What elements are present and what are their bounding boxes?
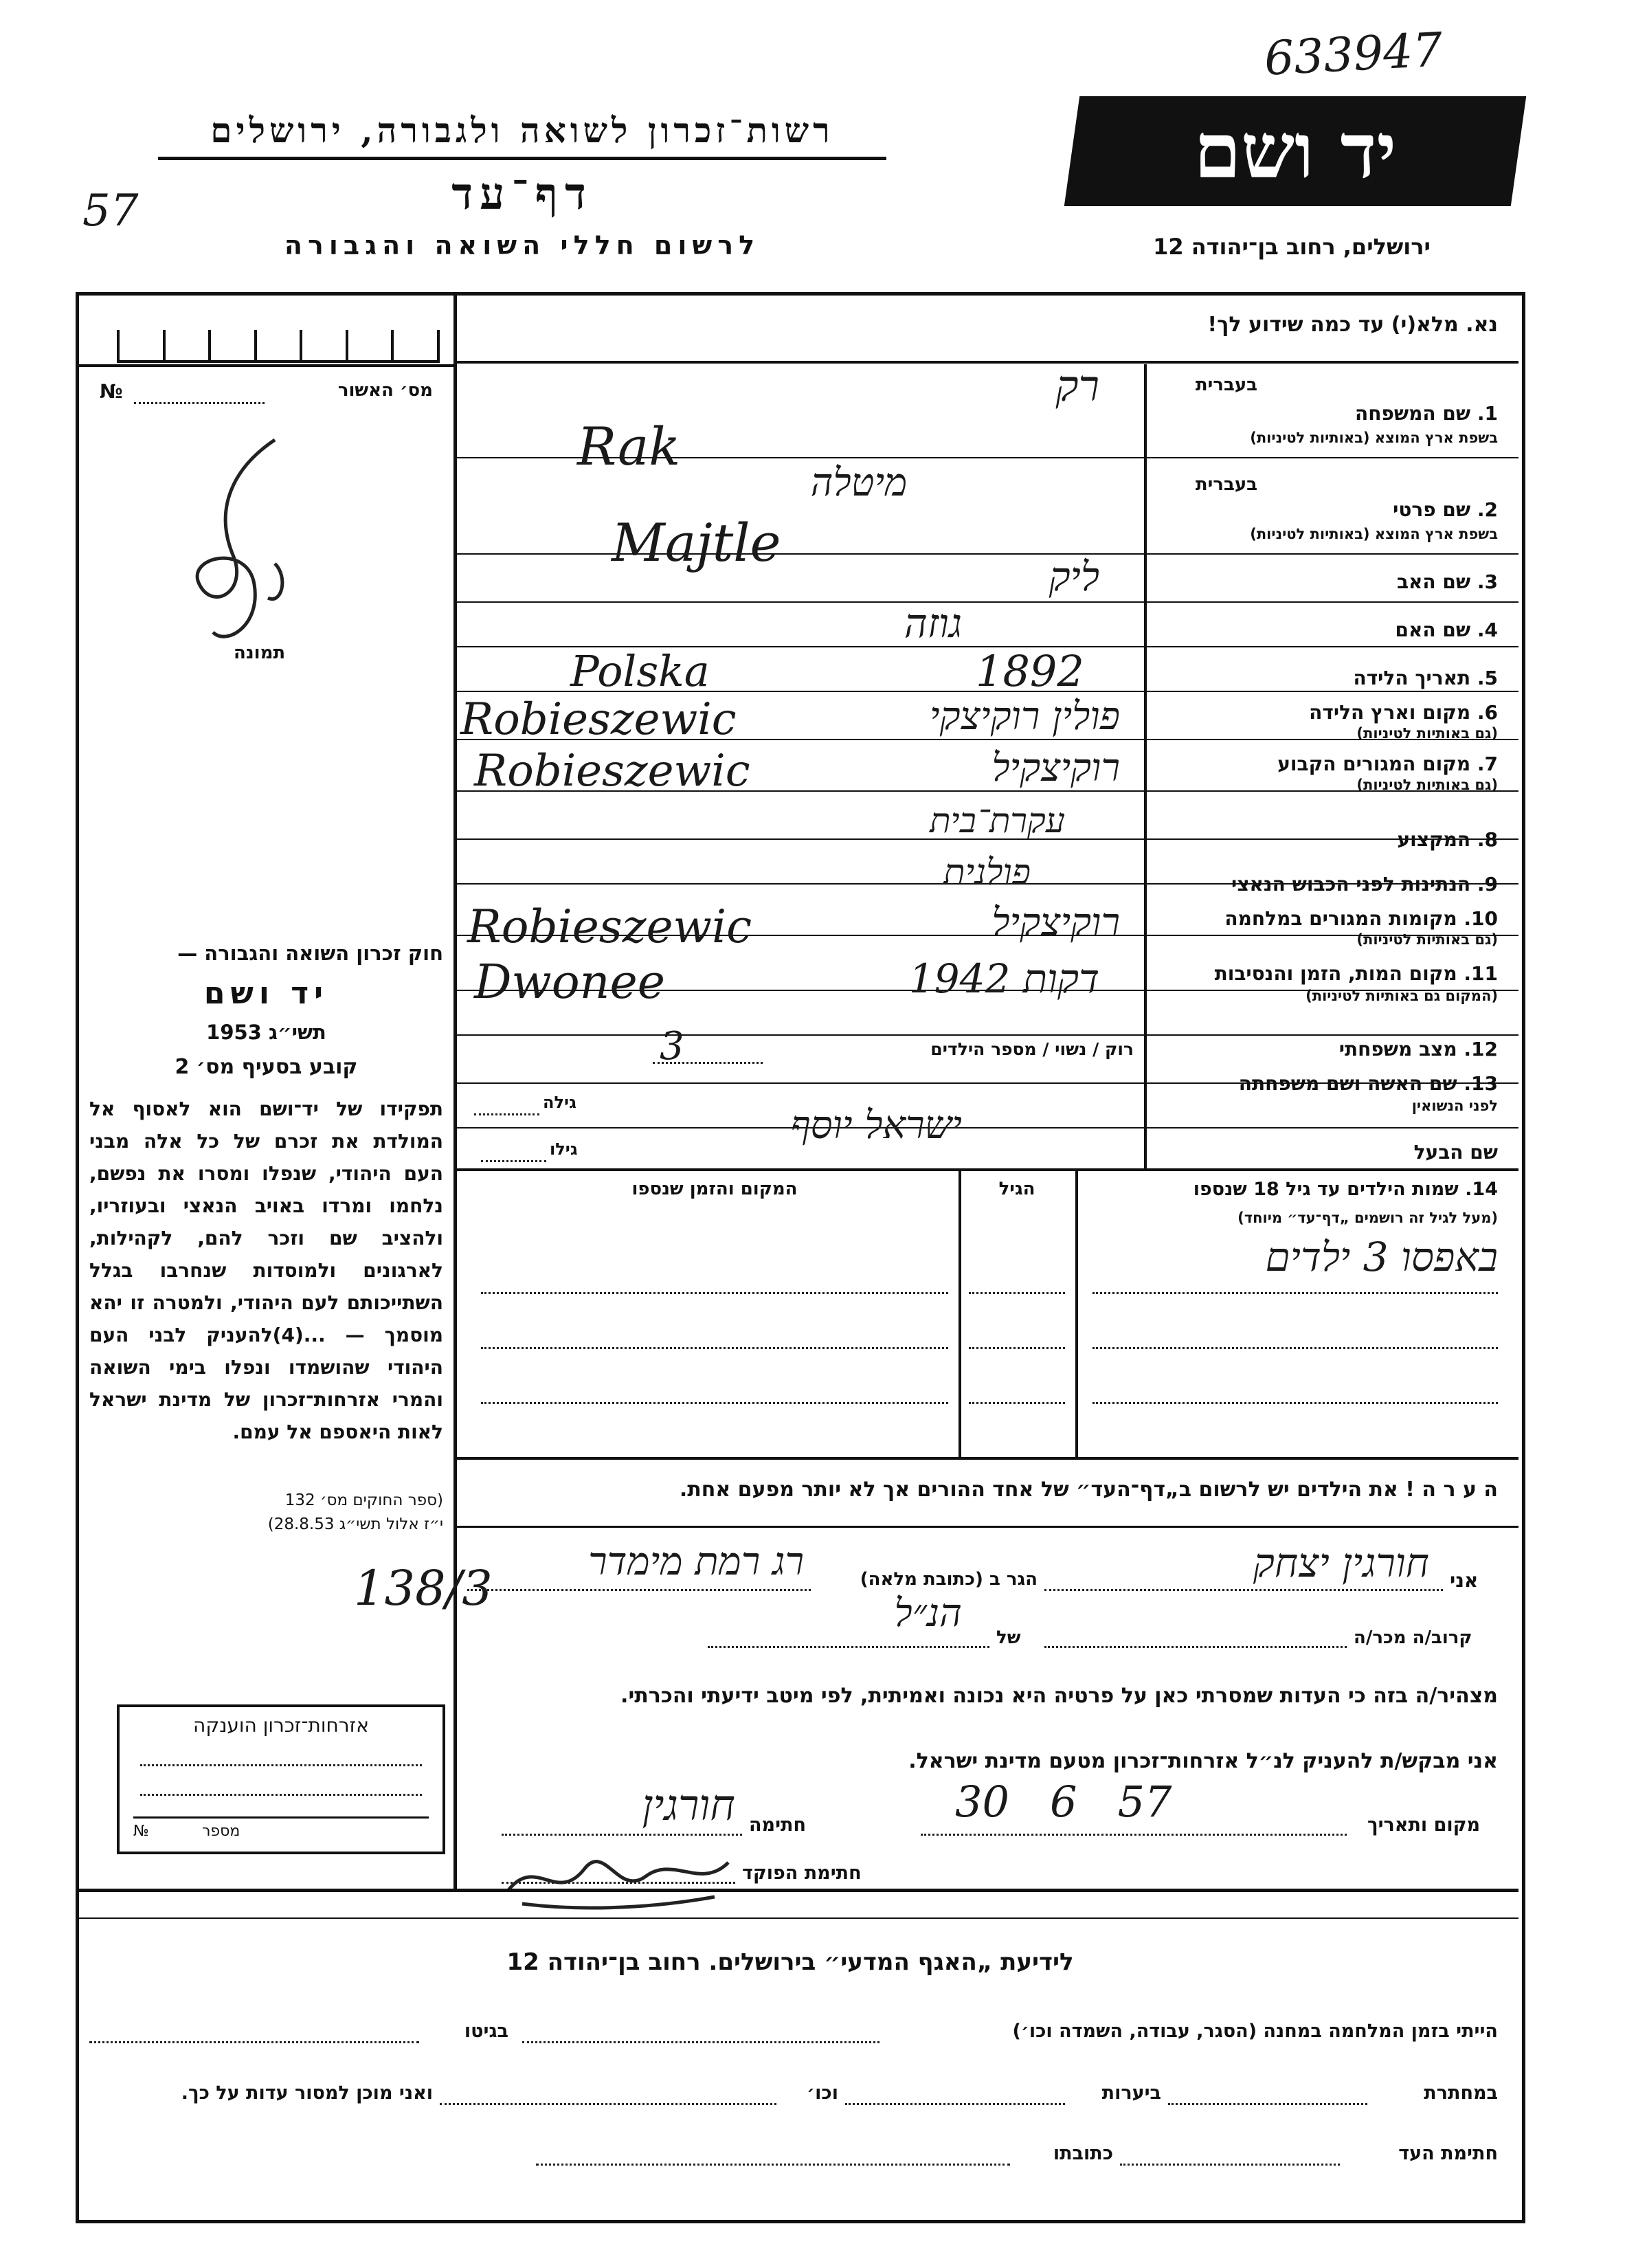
- field-6-label: [1154, 701, 1498, 724]
- field-7-label: [1154, 753, 1498, 775]
- field-2-name: שם פרטי: [1393, 498, 1471, 521]
- box-no-sign: №: [133, 1823, 149, 1840]
- witness-signature[interactable]: חורגין: [642, 1780, 735, 1830]
- field-2-heb-tag: בעברית: [1195, 474, 1257, 495]
- field-12-value[interactable]: 3: [660, 1024, 684, 1069]
- law-ref-1: (ספר החוקים מס׳ 132: [284, 1491, 443, 1509]
- field-7-value-2[interactable]: Robieszewic: [474, 746, 750, 797]
- children-entry[interactable]: באפסו 3 ילדים: [1265, 1234, 1498, 1280]
- field-6-value[interactable]: פולין רוקיצקי: [929, 694, 1120, 739]
- children-sub: (מעל לגיל זה רושמים „דף־עד״ מיוחד): [1237, 1210, 1498, 1226]
- field-11-name: מקום המות, הזמן והנסיבות: [1214, 962, 1457, 985]
- witness-of-label: של: [996, 1627, 1021, 1648]
- footer-line2-underground: במחתרת: [1424, 2082, 1498, 2104]
- law-year: [89, 1021, 443, 1044]
- field-2-latin-value[interactable]: Majtle: [612, 512, 781, 573]
- field-1-label: [1154, 402, 1498, 425]
- field-1-latin-value[interactable]: Rak: [577, 416, 681, 477]
- field-13-label: [1154, 1072, 1498, 1095]
- law-body: תפקידו של יד־ושם הוא לאסוף אל המולדת את זכרם של כל אלה מבני העם היהודי, שנפלו ומסרו את נפשם, נלחמו ומרדו באויב הנאצי ובעוזריו, ולהציב שם וזכר להם, לקהילות, לארגונים ולמוסדות שנחרבו בגלל השתייכותם לעם היהודי, ולמטרה זו יהא מוסמך — ...(4)להעניק לבני העם היהודי שהושמדו ונפלו בימי השואה והמרי אזרחות־זכרון של מדינת ישראל לאות היאספם אל עמם.: [89, 1098, 443, 1443]
- field-9-value[interactable]: פולנית: [943, 852, 1031, 893]
- field-2-label: [1154, 498, 1498, 521]
- witness-date[interactable]: 30 6 57: [955, 1777, 1172, 1827]
- children-title: [1086, 1179, 1498, 1200]
- witness-i-label: אני: [1450, 1569, 1479, 1592]
- field-13-name: שם האשה ושם משפחתה: [1238, 1072, 1457, 1095]
- field-11-label: [1154, 962, 1498, 985]
- document-title: דף־עד: [451, 168, 593, 220]
- law-ref-2: י״ז אלול תשי״ג 28.8.53): [267, 1515, 443, 1533]
- witness-of-value[interactable]: הנ״ל: [894, 1591, 962, 1636]
- cert-label: מס׳ האשור: [337, 380, 433, 401]
- field-11-sub: (המקום גם באותיות לטיניות): [1305, 988, 1498, 1004]
- field-4-label: [1154, 619, 1498, 641]
- field-8-value[interactable]: עקרת־בית: [930, 801, 1065, 841]
- witness-request: אני מבקש/ת להעניק לנ״ל אזרחות־זכרון מטעם מדינת ישראל.: [908, 1749, 1498, 1773]
- field-11-num: 11.: [1464, 962, 1498, 985]
- footer-line3-address: כתובתו: [1053, 2143, 1113, 2164]
- field-5-num: 5.: [1477, 667, 1498, 689]
- field-9-name: הנתינות לפני הכבוש הנאצי: [1231, 873, 1471, 896]
- children-col-age: הגיל: [998, 1179, 1035, 1199]
- witness-name[interactable]: חורגין יצחק: [1253, 1539, 1429, 1586]
- husband-value[interactable]: ישראל יוסף: [790, 1103, 962, 1148]
- field-8-name: המקצוע: [1397, 828, 1471, 851]
- field-9-label: [1154, 873, 1498, 896]
- children-col-place: המקום והזמן שנספו: [631, 1179, 798, 1199]
- field-4-num: 4.: [1477, 619, 1498, 641]
- field-11-value[interactable]: דקות 1942: [908, 955, 1099, 1002]
- field-2-sub: בשפת ארץ המוצא (באותיות לטיניות): [1250, 526, 1498, 542]
- field-3-value[interactable]: ליק: [1049, 553, 1099, 600]
- field-10-value[interactable]: רוקיצקיל: [991, 900, 1120, 945]
- field-8-num: 8.: [1477, 828, 1498, 851]
- box-number-label: מספר: [202, 1823, 240, 1840]
- field-7-name: מקום המגורים הקבוע: [1277, 753, 1471, 775]
- marital-options: רוק / נשוי / מספר הילדים: [930, 1039, 1134, 1059]
- field-1-heb-tag: בעברית: [1195, 375, 1257, 395]
- field-5-label: [1154, 667, 1498, 689]
- photo-signature-scribble: [172, 426, 330, 660]
- margin-note: 57: [82, 186, 139, 236]
- field-6-num: 6.: [1477, 701, 1498, 724]
- officer-signature-label: חתימת הפוקד: [742, 1863, 862, 1884]
- field-5-value-2[interactable]: Polska: [570, 646, 710, 696]
- field-3-label: [1154, 570, 1498, 593]
- field-7-value[interactable]: רוקיצקיל: [991, 746, 1120, 790]
- officer-signature-scribble: [495, 1828, 742, 1917]
- field-6-sub: (גם באותיות לטיניות): [1356, 725, 1498, 742]
- field-5-name: תאריך הלידה: [1353, 667, 1471, 689]
- field-12-num: 12.: [1464, 1038, 1498, 1060]
- instruction-text: נא. מלא(י) עד כמה שידוע לך!: [1207, 313, 1498, 337]
- field-10-num: 10.: [1464, 907, 1498, 930]
- footer-line2-forests: ביערות: [1101, 2082, 1161, 2104]
- footer-line2-etc: וכו׳: [807, 2082, 838, 2104]
- wife-age-label: גילה: [543, 1093, 576, 1112]
- citizenship-box-title: אזרחות־זכרון הוענקה: [193, 1714, 369, 1737]
- field-10-sub: (גם באותיות לטיניות): [1356, 931, 1498, 948]
- authority-title: רשות־זכרון לשואה ולגבורה, ירושלים: [210, 110, 834, 151]
- law-clause: קובע בסעיף מס׳ 2: [175, 1055, 358, 1079]
- logo-text: יד ושם: [1193, 107, 1397, 195]
- field-10-label: [1154, 907, 1498, 930]
- footer-line1-camp: הייתי בזמן המלחמה במחנה (הסגר, עבודה, השמדה וכו׳): [1012, 2021, 1498, 2042]
- field-7-sub: (גם באותיות לטיניות): [1356, 777, 1498, 793]
- field-3-num: 3.: [1477, 570, 1498, 593]
- field-2-num: 2.: [1477, 498, 1498, 521]
- field-12-label: [1154, 1038, 1498, 1060]
- footer-title: לידיעת „האגף המדעי״ בירושלים. רחוב בן־יהודה 12: [506, 1948, 1074, 1976]
- witness-addr-label: הגר ב (כתובת מלאה): [860, 1569, 1038, 1590]
- field-5-value[interactable]: 1892: [976, 646, 1084, 696]
- field-3-name: שם האב: [1396, 570, 1471, 593]
- citizenship-box: [117, 1704, 445, 1854]
- field-1-hebrew-value[interactable]: רק: [1055, 361, 1099, 411]
- header-address: ירושלים, רחוב בן־יהודה 12: [1153, 234, 1431, 260]
- field-1-sub: בשפת ארץ המוצא (באותיות לטיניות): [1250, 430, 1498, 446]
- field-13-sub: לפני הנשואין: [1411, 1098, 1498, 1114]
- field-8-label: [1154, 828, 1498, 851]
- yad-vashem-logo: [1064, 96, 1526, 206]
- signature-label: חתימה: [749, 1814, 807, 1836]
- photo-label: תמונה: [234, 643, 286, 663]
- field-4-value[interactable]: גוזה: [904, 600, 962, 647]
- witness-declaration: מצהיר/ה בזה כי העדות שמסרתי כאן על פרטיה היא נכונה ואמיתית, לפי מיטב ידיעתי והכרתי.: [620, 1684, 1498, 1708]
- footer-line1-ghetto: בגיטו: [464, 2021, 508, 2042]
- footer-line3-signature: חתימת העד: [1398, 2143, 1498, 2164]
- field-7-num: 7.: [1477, 753, 1498, 775]
- field-9-num: 9.: [1477, 873, 1498, 896]
- law-title: חוק זכרון השואה והגבורה —: [177, 942, 443, 965]
- law-year-heb: תשי״ג: [268, 1021, 326, 1044]
- field-11-value-2[interactable]: Dwonee: [474, 955, 665, 1010]
- field-2-hebrew-value[interactable]: מיטלה: [810, 460, 908, 505]
- children-title-text: שמות הילדים עד גיל 18 שנספו: [1193, 1179, 1459, 1200]
- field-10-value-2[interactable]: Robieszewic: [467, 900, 752, 953]
- cert-number-ticks: [117, 330, 440, 363]
- witness-relation-label: קרוב/ה מכר/ה: [1354, 1627, 1472, 1648]
- footer-line2-ready: ואני מוכן למסור עדות על כך.: [181, 2082, 433, 2104]
- children-num: 14.: [1465, 1179, 1498, 1200]
- field-6-value-2[interactable]: Robieszewic: [460, 694, 737, 745]
- archive-number: 633947: [1263, 23, 1444, 87]
- husband-age-label: גילו: [550, 1139, 578, 1159]
- husband-label: שם הבעל: [1413, 1141, 1498, 1164]
- document-subtitle: לרשום חללי השואה והגבורה: [284, 230, 761, 260]
- field-1-num: 1.: [1477, 402, 1498, 425]
- law-name: יד ושם: [203, 976, 329, 1011]
- field-10-name: מקומות המגורים במלחמה: [1224, 907, 1457, 930]
- field-12-name: מצב משפחתי: [1338, 1038, 1457, 1060]
- field-13-num: 13.: [1464, 1072, 1498, 1095]
- field-1-name: שם המשפחה: [1355, 402, 1471, 425]
- field-4-name: שם האם: [1395, 619, 1471, 641]
- field-6-name: מקום וארץ הלידה: [1309, 701, 1471, 724]
- children-note: ה ע ר ה ! את הילדים יש לרשום ב„דף־העד״ של אחד ההורים אך לא יותר מפעם אחת.: [679, 1478, 1498, 1502]
- side-number: 138/3: [354, 1560, 493, 1616]
- place-date-label: מקום ותאריך: [1367, 1814, 1481, 1836]
- witness-address[interactable]: רג רמת מימדר: [588, 1539, 804, 1584]
- law-year-num: 1953: [206, 1021, 262, 1044]
- no-sign: №: [100, 380, 123, 403]
